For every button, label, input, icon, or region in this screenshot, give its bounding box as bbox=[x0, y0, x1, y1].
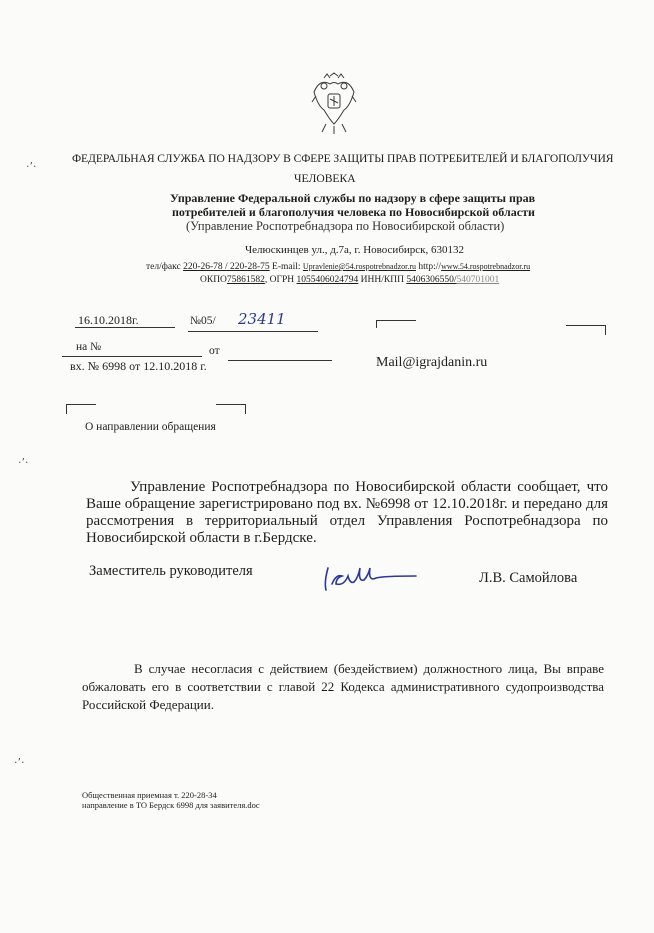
subject-corner-mark-left-vertical bbox=[66, 404, 67, 414]
inn-label: ИНН/КПП bbox=[360, 275, 404, 285]
signatory-name: Л.В. Самойлова bbox=[479, 570, 578, 586]
scan-speck: ·ʼ· bbox=[18, 456, 29, 469]
subject-corner-mark-left bbox=[66, 404, 96, 405]
handwritten-signature bbox=[318, 560, 438, 596]
subject-corner-mark-right bbox=[216, 404, 246, 405]
department-address: Челюскинцев ул., д.7а, г. Новосибирск, 630132 bbox=[245, 244, 465, 256]
recipient-email: Mail@igrajdanin.ru bbox=[376, 355, 488, 370]
appeal-notice bbox=[82, 660, 604, 714]
outgoing-date: 16.10.2018г. bbox=[78, 313, 139, 327]
ogrn-label: ОГРН bbox=[269, 275, 295, 285]
contact-line bbox=[146, 262, 530, 272]
recipient-corner-mark-left-vertical bbox=[376, 320, 377, 328]
public-reception-phone: Общественная приемная т. 220-28-34 bbox=[82, 790, 217, 800]
ogrn-value: 1055406024794 bbox=[296, 275, 359, 285]
registry-codes-line: ОКПО75861582, ОГРН 1055406024794 ИНН/КПП 5406306550/540701001 bbox=[200, 275, 500, 285]
recipient-corner-mark-left bbox=[376, 320, 416, 321]
email-link[interactable]: Upravlenie@54.rospotrebnadzor.ru bbox=[302, 262, 416, 271]
email-label: E-mail: bbox=[272, 262, 301, 272]
subject-corner-mark-right-vertical bbox=[245, 404, 246, 414]
reference-date-label: от bbox=[209, 345, 220, 357]
signatory-role: Заместитель руководителя bbox=[89, 563, 253, 579]
recipient-corner-mark-right bbox=[566, 325, 606, 326]
appeal-notice-text: В случае несогласия с действием (бездействием) должностного лица, Вы вправе обжаловать его в соответствии с главой 22 Кодекса административного судопроизводства Российской Федерации. bbox=[82, 661, 604, 712]
department-short-name: (Управление Роспотребнадзора по Новосибирской области) bbox=[186, 219, 505, 233]
outgoing-number-handwritten: 23411 bbox=[238, 310, 286, 328]
department-name-line2: потребителей и благополучия человека по Новосибирской области bbox=[172, 205, 535, 219]
number-underline bbox=[188, 331, 318, 332]
department-name-line1: Управление Федеральной службы по надзору в сфере защиты прав bbox=[170, 191, 536, 205]
scan-speck: ·ʼ· bbox=[26, 160, 37, 173]
scan-speck: ·ʼ· bbox=[14, 756, 25, 769]
outgoing-number-label: №05/ bbox=[190, 315, 216, 327]
document-filename: направление в ТО Бердск 6998 для заявителя.doc bbox=[82, 800, 260, 810]
website-link[interactable]: www.54.rospotrebnadzor.ru bbox=[441, 262, 531, 271]
agency-name-continued: ЧЕЛОВЕКА bbox=[294, 172, 356, 185]
reference-number-underline bbox=[62, 356, 202, 357]
okpo-label: ОКПО bbox=[200, 275, 227, 285]
phone-number[interactable]: 220-26-78 / 220-28-75 bbox=[183, 262, 270, 272]
letter-body bbox=[86, 479, 608, 547]
letter-subject: О направлении обращения bbox=[85, 421, 216, 433]
reference-date-underline bbox=[228, 360, 332, 361]
date-underline bbox=[75, 327, 175, 328]
okpo-value: 75861582 bbox=[226, 275, 265, 285]
inn-value: 5406306550/ bbox=[406, 275, 457, 285]
agency-name: ФЕДЕРАЛЬНАЯ СЛУЖБА ПО НАДЗОРУ В СФЕРЕ ЗАЩИТЫ ПРАВ ПОТРЕБИТЕЛЕЙ И БЛАГОПОЛУЧИЯ bbox=[72, 152, 614, 165]
recipient-corner-mark-right-vertical bbox=[605, 325, 606, 335]
letter-body-paragraph: Управление Роспотребнадзора по Новосибирской области сообщает, что Ваше обращение зарегистрировано под вх. №6998 от 12.10.2018г. и передано для рассмотрения в территориальный отдел Управления Роспотребнадзора по Новосибирской области в г.Бердске. bbox=[86, 479, 608, 546]
phone-label: тел/факс bbox=[146, 262, 181, 272]
coat-of-arms-emblem bbox=[310, 72, 358, 140]
reference-number-label: на № bbox=[76, 341, 102, 353]
kpp-value: 540701001 bbox=[456, 275, 500, 285]
website-prefix: http:// bbox=[418, 262, 442, 272]
incoming-reference: вх. № 6998 от 12.10.2018 г. bbox=[70, 359, 207, 373]
